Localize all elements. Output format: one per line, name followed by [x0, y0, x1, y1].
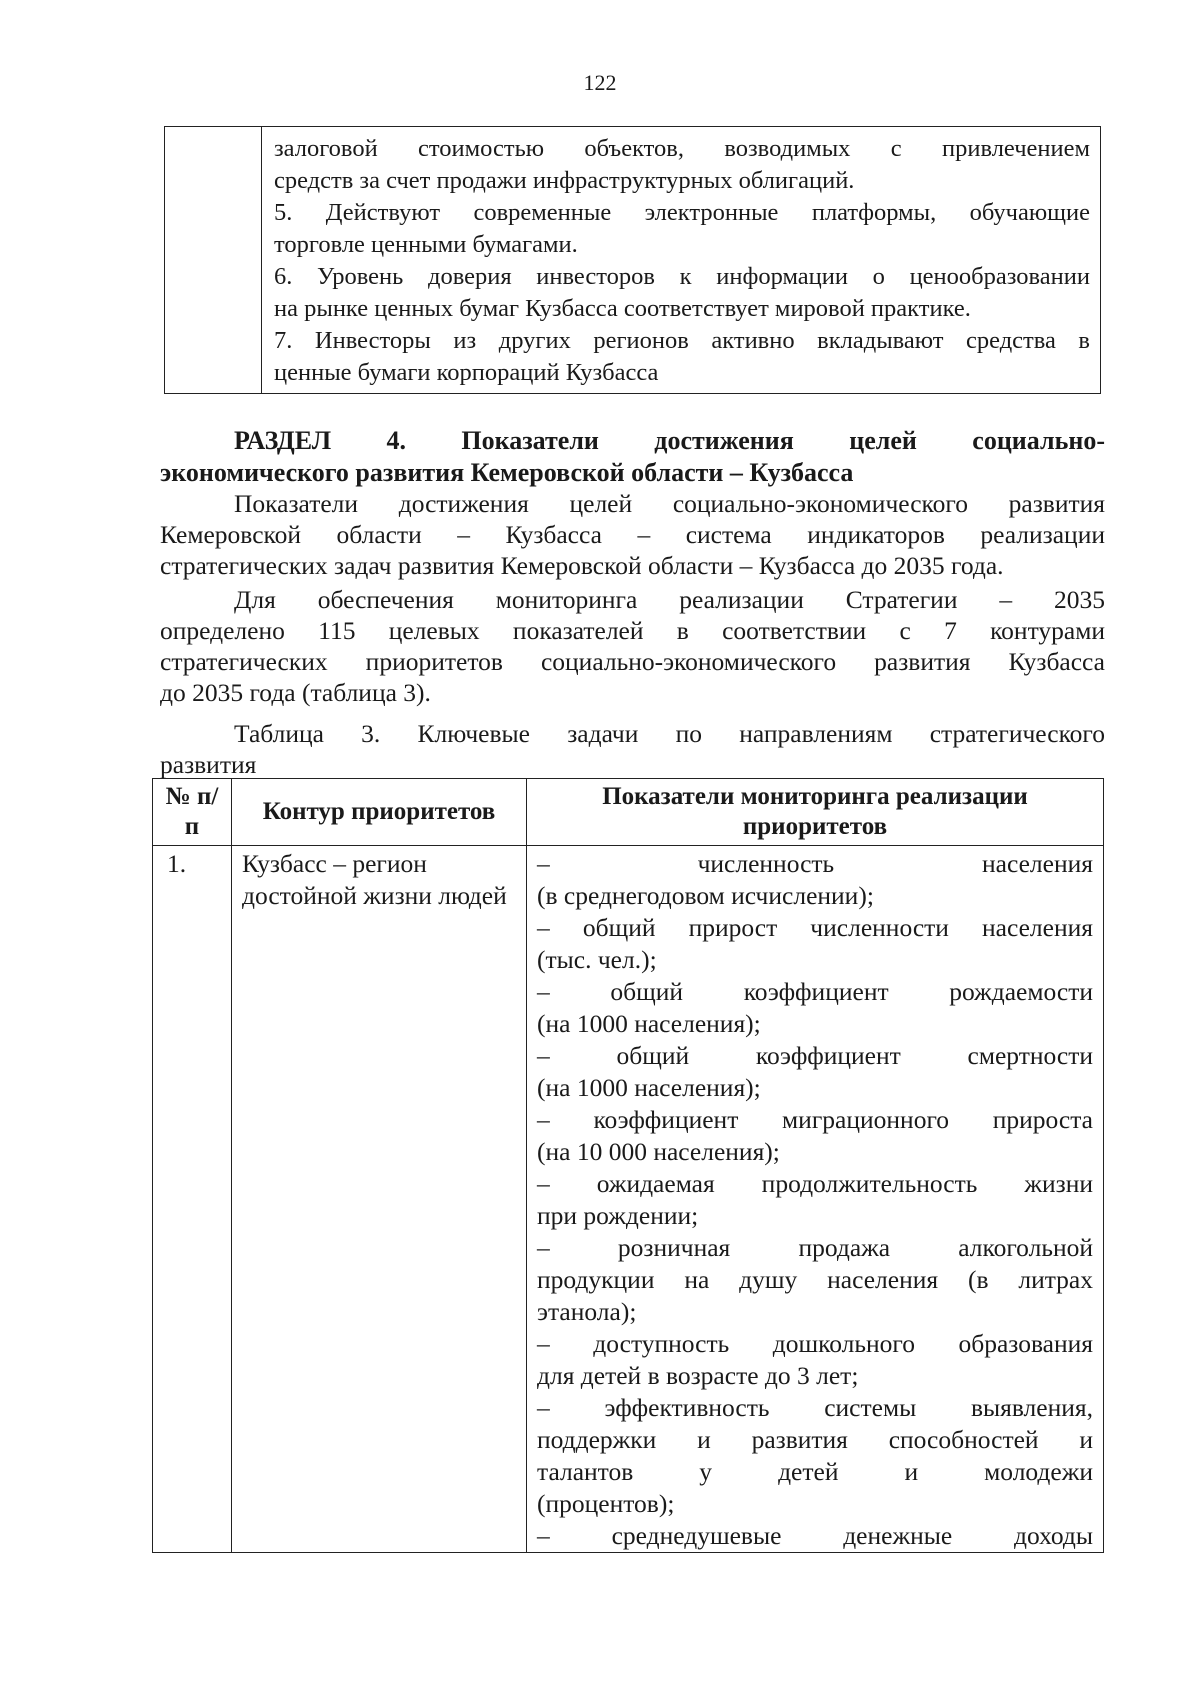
indicator-line: талантов у детей и молодежи: [537, 1457, 1093, 1486]
text-line: залоговой стоимостью объектов, возводимых с привлечением: [274, 135, 1090, 162]
page-number: 122: [583, 70, 617, 95]
indicator-line: поддержки и развития способностей и: [537, 1425, 1093, 1454]
indicator-line: – розничная продажа алкогольной: [537, 1233, 1093, 1262]
paragraph-monitoring: [160, 584, 1105, 708]
cell-indicators: [527, 846, 1104, 1553]
text-line: стратегических приоритетов социально-экономического развития Кузбасса: [160, 647, 1105, 676]
header-indicators: Показатели мониторинга реализации приоритетов: [527, 779, 1104, 846]
indicator-line: (на 1000 населения);: [537, 1073, 761, 1102]
indicator-line: (тыс. чел.);: [537, 945, 657, 974]
text-line: средств за счет продажи инфраструктурных облигаций.: [274, 167, 855, 194]
section-heading: [160, 425, 1105, 489]
header-num: № п/п: [153, 779, 232, 846]
text-line: 6. Уровень доверия инвесторов к информации о ценообразовании: [274, 263, 1090, 290]
indicator-line: – эффективность системы выявления,: [537, 1393, 1093, 1422]
indicator-line: – ожидаемая продолжительность жизни: [537, 1169, 1093, 1198]
paragraph-indicators-definition: [160, 488, 1105, 581]
header-contour: Контур приоритетов: [232, 779, 527, 846]
indicator-line: – коэффициент миграционного прироста: [537, 1105, 1093, 1134]
cell-contour: [232, 846, 527, 1553]
continuation-item-7: [274, 325, 1090, 389]
text-line: торговле ценными бумагами.: [274, 231, 578, 258]
text-line: ценные бумаги корпораций Кузбасса: [274, 359, 659, 386]
text-line: Таблица 3. Ключевые задачи по направлениям стратегического: [234, 719, 1105, 748]
indicator-line: продукции на душу населения (в литрах: [537, 1265, 1093, 1294]
continuation-table: [164, 126, 1101, 394]
indicator-line: – численность населения: [537, 849, 1093, 878]
table-row: [153, 846, 1104, 1553]
table-header-row: [153, 779, 1104, 846]
continuation-item-4-tail: [274, 133, 1090, 197]
text-line: развития: [160, 750, 257, 779]
indicator-line: – общий коэффициент рождаемости: [537, 977, 1093, 1006]
text-line: 7. Инвесторы из других регионов активно вкладывают средства в: [274, 327, 1090, 354]
indicator-line: для детей в возрасте до 3 лет;: [537, 1361, 859, 1390]
cell-num: 1.: [153, 846, 232, 1553]
text-line: определено 115 целевых показателей в соответствии с 7 контурами: [160, 616, 1105, 645]
continuation-empty-cell: [165, 127, 262, 394]
indicator-line: этанола);: [537, 1297, 637, 1326]
text-line: Показатели достижения целей социально-экономического развития: [234, 489, 1105, 518]
indicator-line: (процентов);: [537, 1489, 675, 1518]
text-line: на рынке ценных бумаг Кузбасса соответствует мировой практике.: [274, 295, 971, 322]
indicator-line: (на 1000 населения);: [537, 1009, 761, 1038]
section-heading-line: РАЗДЕЛ 4. Показатели достижения целей социально-: [234, 426, 1105, 455]
indicator-line: – общий прирост численности населения: [537, 913, 1093, 942]
text-line: Для обеспечения мониторинга реализации Стратегии – 2035: [234, 585, 1105, 614]
continuation-item-6: [274, 261, 1090, 325]
table-caption: [160, 718, 1105, 780]
indicator-line: (в среднегодовом исчислении);: [537, 881, 874, 910]
text-line: Кемеровской области – Кузбасса – система индикаторов реализации: [160, 520, 1105, 549]
indicator-line: – общий коэффициент смертности: [537, 1041, 1093, 1070]
section-heading-line: экономического развития Кемеровской области – Кузбасса: [160, 458, 854, 487]
text-line: стратегических задач развития Кемеровской области – Кузбасса до 2035 года.: [160, 551, 1004, 580]
indicators-table: [152, 778, 1104, 1553]
text-line: 5. Действуют современные электронные платформы, обучающие: [274, 199, 1090, 226]
indicator-line: – доступность дошкольного образования: [537, 1329, 1093, 1358]
text-line: достойной жизни людей: [242, 881, 507, 910]
indicator-line: (на 10 000 населения);: [537, 1137, 780, 1166]
text-line: Кузбасс – регион: [242, 849, 427, 878]
text-line: до 2035 года (таблица 3).: [160, 678, 431, 707]
indicator-line: при рождении;: [537, 1201, 699, 1230]
continuation-item-5: [274, 197, 1090, 261]
continuation-content-cell: [262, 127, 1101, 394]
indicator-line: – среднедушевые денежные доходы: [537, 1521, 1093, 1550]
